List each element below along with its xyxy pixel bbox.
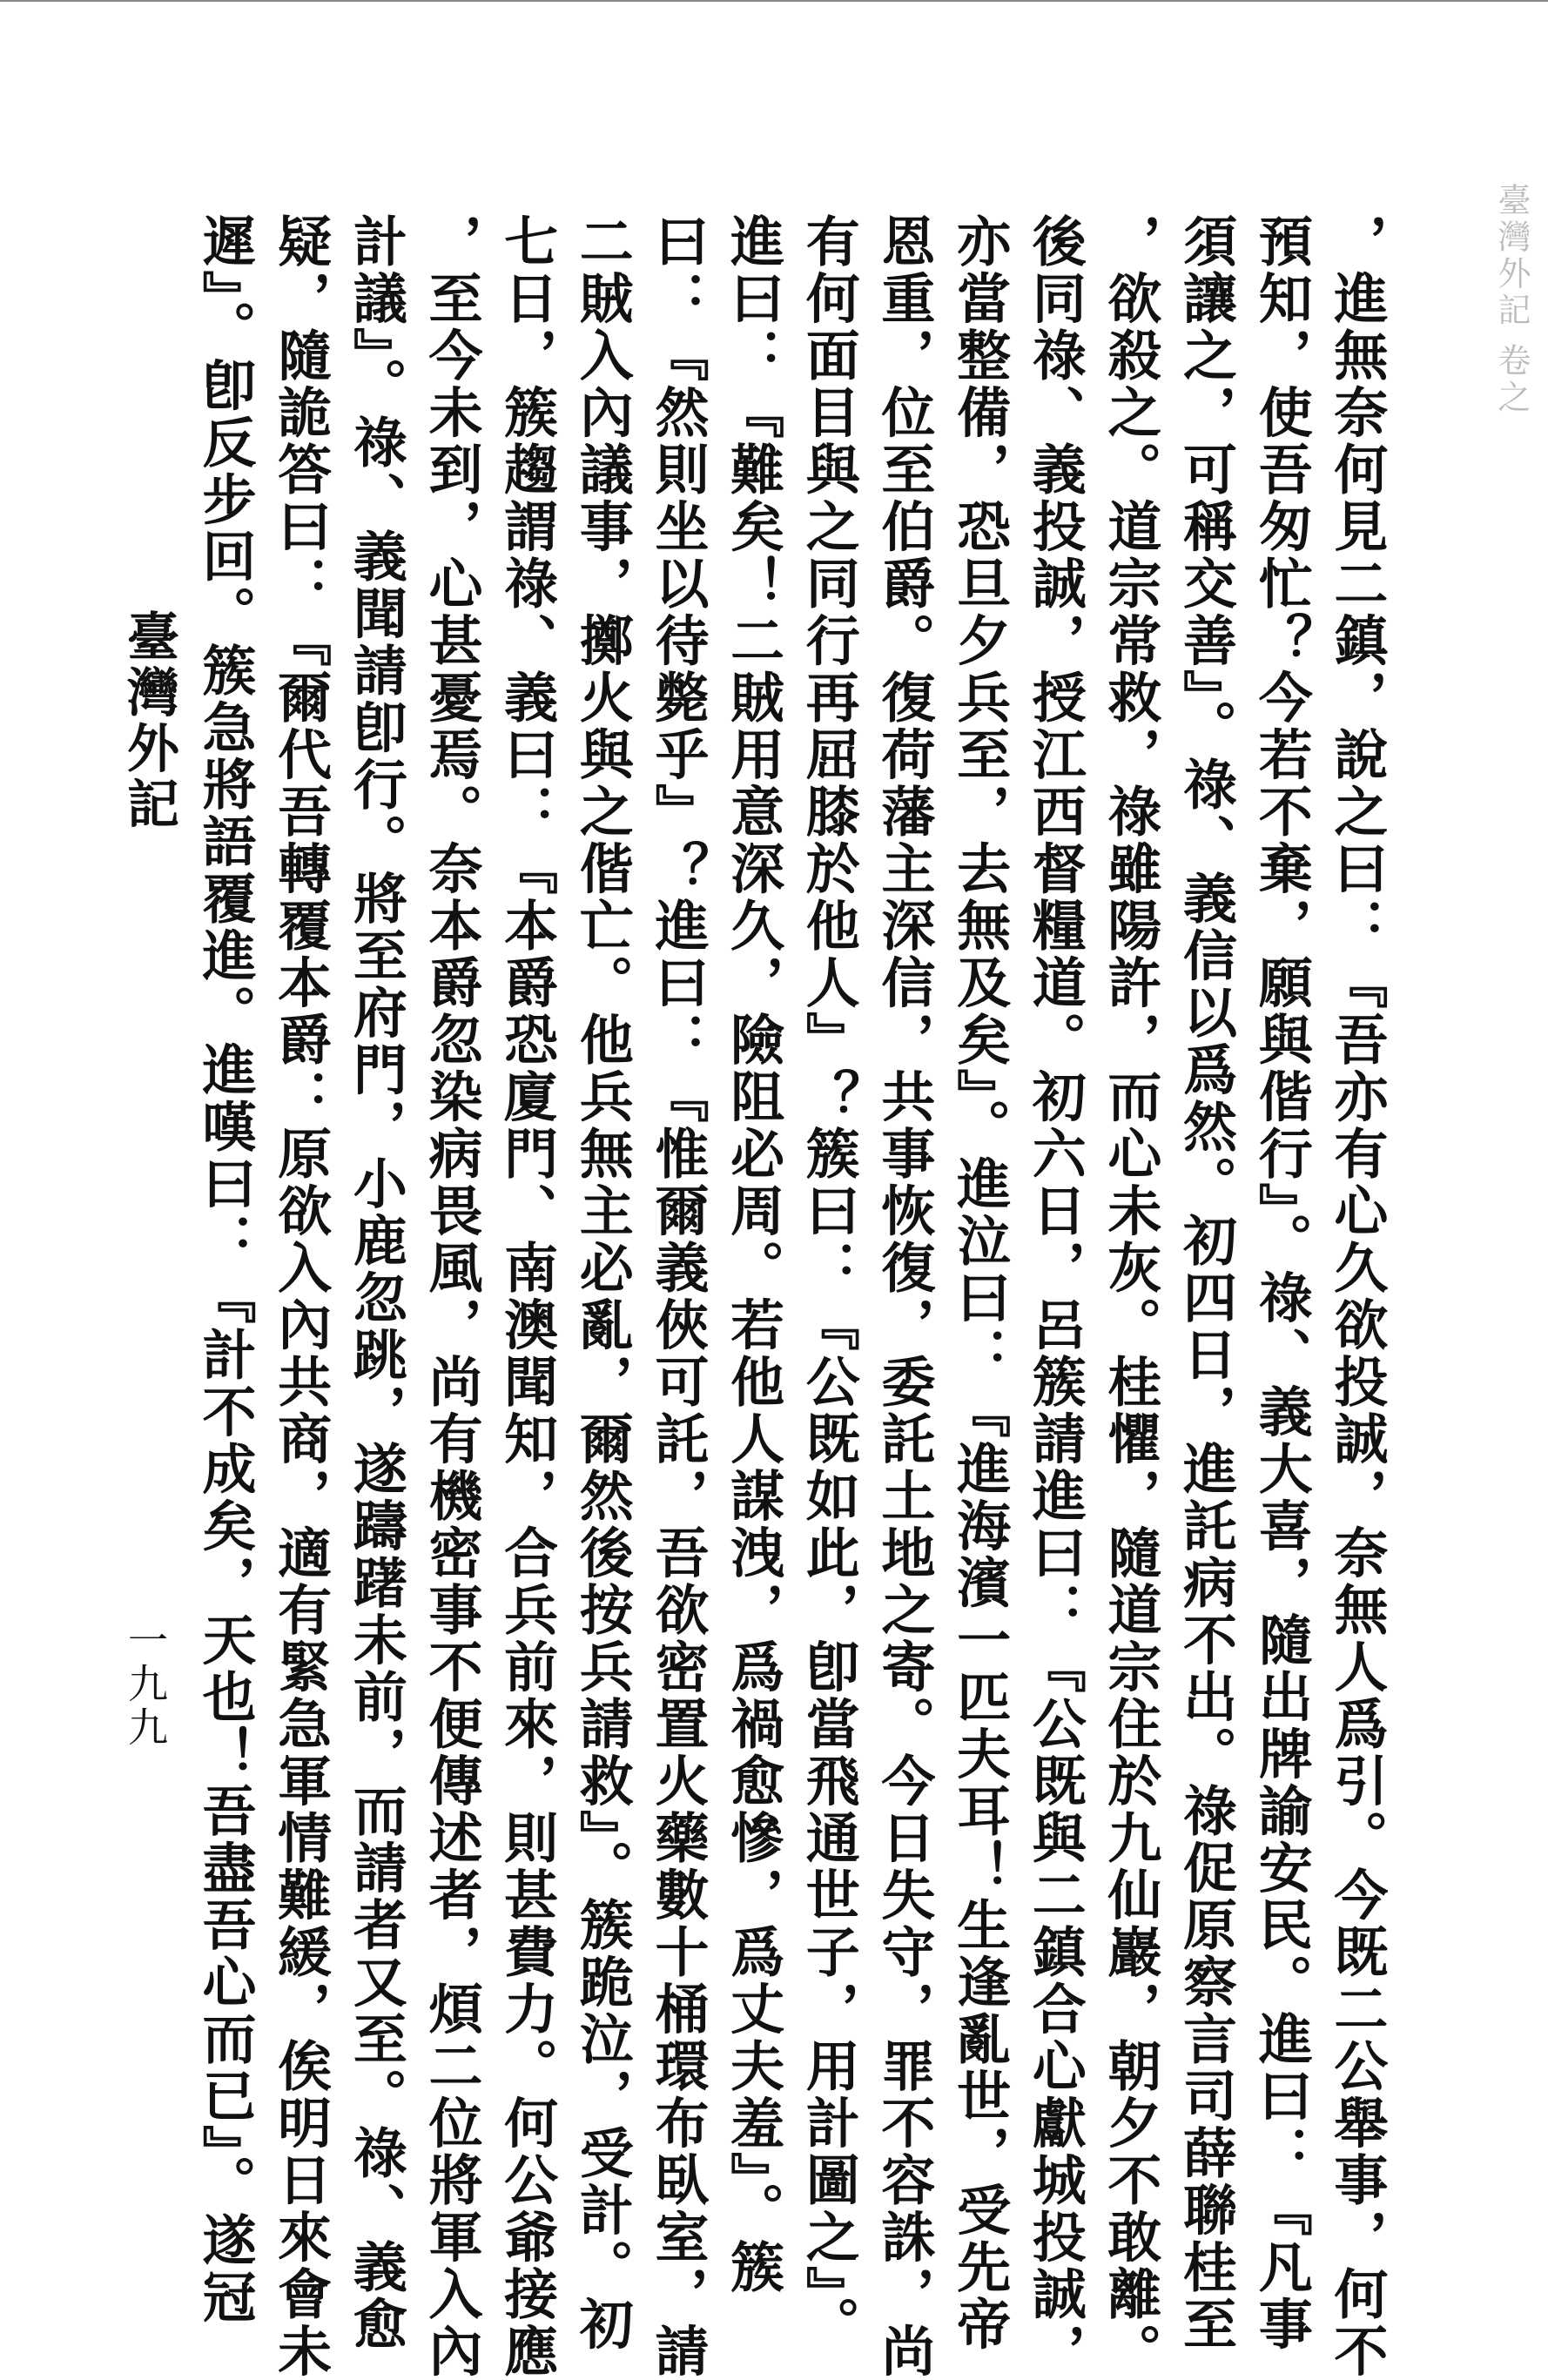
text-column-12: 七日，簇趨謂祿、義曰：『本爵恐廈門、南澳聞知，合兵前來，則甚費力。何公爺接應 [495,213,559,2380]
body-text [190,213,1391,2380]
text-column-5: 後同祿、義投誠，授江西督糧道。初六日，呂簇請進曰：『公既與二鎮合心獻城投誠， [1023,213,1087,2380]
text-column-16: 遲』。卽反步回。簇急將語覆進。進嘆曰：『計不成矣，天也！吾盡吾心而已』。遂冠 [193,213,257,2326]
text-column-1: ，進無奈何見二鎮，說之曰：『吾亦有心久欲投誠，奈無人爲引。今既二公舉事，何不 [1324,213,1389,2380]
running-title: 臺灣外記 [118,609,179,832]
text-column-9: 進曰：『難矣！二賊用意深久，險阻必周。若他人謀洩，爲禍愈慘，爲丈夫羞』。簇 [721,213,785,2296]
text-column-2: 預知，使吾匆忙？今若不棄，願與偕行』。祿、義大喜，隨出牌諭安民。進曰：『凡事 [1249,213,1314,2353]
text-column-14: 計議』。祿、義聞請卽行。將至府門，小鹿忽跳，遂躊躇未前，而請者又至。祿、義愈 [344,213,408,2353]
text-column-3: 須讓之，可稱交善』。祿、義信以爲然。初四日，進託病不出。祿促原察言司薛聯桂至 [1174,213,1238,2353]
text-column-10: 曰：『然則坐以待斃乎』？進曰：『惟爾義俠可託，吾欲密置火藥數十桶環布臥室，請 [645,213,710,2380]
top-rule [0,0,1548,2]
bleed-through-text: 臺灣外記 卷之 [1492,183,1531,417]
text-column-11: 二賊入內議事，擲火與之偕亡。他兵無主必亂，爾然後按兵請救』。簇跪泣，受計。初 [570,213,635,2353]
text-column-8: 有何面目與之同行再屈膝於他人』？簇曰：『公既如此，卽當飛通世子，用計圖之』。 [797,213,861,2353]
text-column-7: 恩重，位至伯爵。復荷藩主深信，共事恢復，委託土地之寄。今日失守，罪不容誅，尚 [872,213,936,2380]
text-column-15: 疑，隨詭答曰：『爾代吾轉覆本爵：原欲入內共商，適有緊急軍情難緩，俟明日來會未 [268,213,333,2380]
text-column-13: ，至今未到，心甚憂焉。奈本爵忽染病畏風，尚有機密事不便傳述者，煩二位將軍入內 [419,213,483,2380]
text-column-6: 亦當整備，恐旦夕兵至，去無及矣』。進泣曰：『進海濱一匹夫耳！生逢亂世，受先帝 [947,213,1012,2353]
text-column-4: ，欲殺之。道宗常救，祿雖陽許，而心未灰。桂懼，隨道宗住於九仙巖，朝夕不敢離。 [1098,213,1162,2380]
page-number: 一九九 [122,1619,169,1750]
